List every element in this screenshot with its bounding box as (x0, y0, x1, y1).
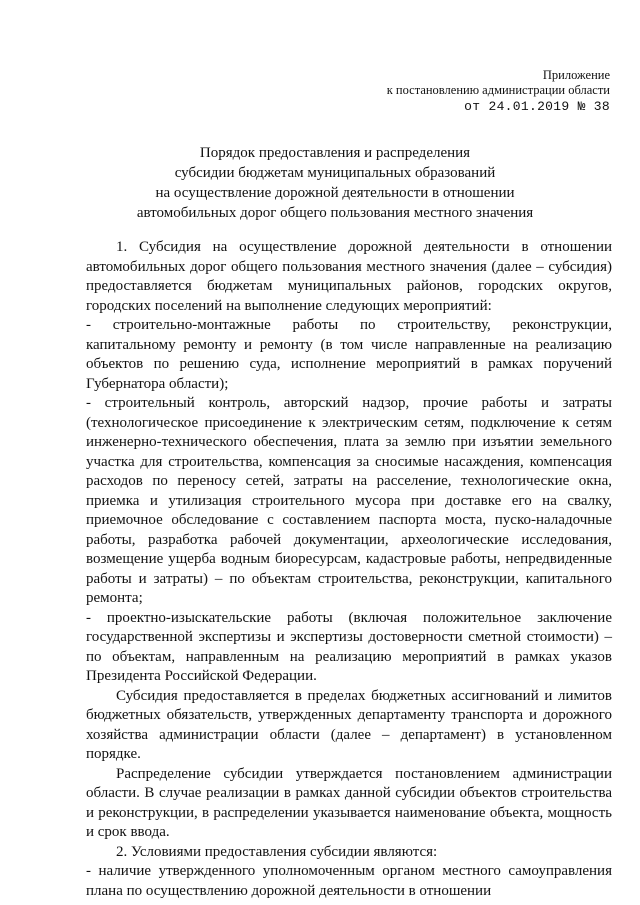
list-item-plan: - наличие утвержденного уполномоченным органом местного самоуправления плана по осуществлению дорожной деятельности в отношении (86, 863, 612, 899)
list-item-construction-control: - строительный контроль, авторский надзор, прочие работы и затраты (технологическое присоединение к электрическим сетям, подключение к сетям инженерно-технического обеспечения, плата за землю при изъятии земельного участка для строительства, компенсация за сносимые насаждения, компенсация расходов по переносу сетей, затраты на расселение, технологические окна, приемка и утилизация строительного мусора при доставке его на свалку, приемочное обследование с составлением паспорта моста, пуско-наладочные работы, разработка рабочей документации, археологические исследования, возмещение ущерба водным биоресурсам, кадастровые работы, непредвиденные работы и затраты) – по объектам строительства, реконструкции, капитального ремонта; (86, 395, 612, 606)
decree-date-number: от 24.01.2019 № 38 (464, 99, 610, 114)
title-line: на осуществление дорожной деятельности в отношении (155, 185, 515, 201)
appendix-reference: к постановлению администрации области (386, 83, 610, 97)
title-line: субсидии бюджетам муниципальных образований (174, 165, 496, 181)
appendix-label: Приложение (542, 68, 610, 82)
paragraph-2-conditions: 2. Условиями предоставления субсидии являются: (116, 843, 438, 860)
list-item-construction-works: - строительно-монтажные работы по строительству, реконструкции, капитальному ремонту и ремонту (в том числе направленные на реализацию объектов по решению суда, исполнение мероприятий в рамках поручений Губернатора области); (86, 317, 612, 392)
title-line: Порядок предоставления и распределения (199, 145, 471, 161)
document-body (86, 238, 612, 901)
title-line: автомобильных дорог общего пользования местного значения (136, 205, 534, 221)
paragraph-subsidy-limits: Субсидия предоставляется в пределах бюджетных ассигнований и лимитов бюджетных обязательств, утвержденных департаменту транспорта и дорожного хозяйства администрации области (далее – департамент) в установленном порядке. (86, 687, 612, 762)
paragraph-distribution: Распределение субсидии утверждается постановлением администрации области. В случае реализации в рамках данной субсидии объектов строительства и реконструкции, в распределении указывается наименование объекта, мощность и срок ввода. (86, 765, 612, 840)
list-item-design-survey: - проектно-изыскательские работы (включая положительное заключение государственной экспертизы и экспертизы достоверности сметной стоимости) – по объектам, направленным на реализацию мероприятий в рамках указов Президента Российской Федерации. (86, 609, 612, 684)
document-title (60, 143, 610, 223)
appendix-header (387, 68, 610, 115)
paragraph-1: 1. Субсидия на осуществление дорожной деятельности в отношении автомобильных дорог общего пользования местного значения (далее – субсидия) предоставляется бюджетам муниципальных районов, городских округов, городских поселений на выполнение следующих мероприятий: (86, 239, 612, 314)
